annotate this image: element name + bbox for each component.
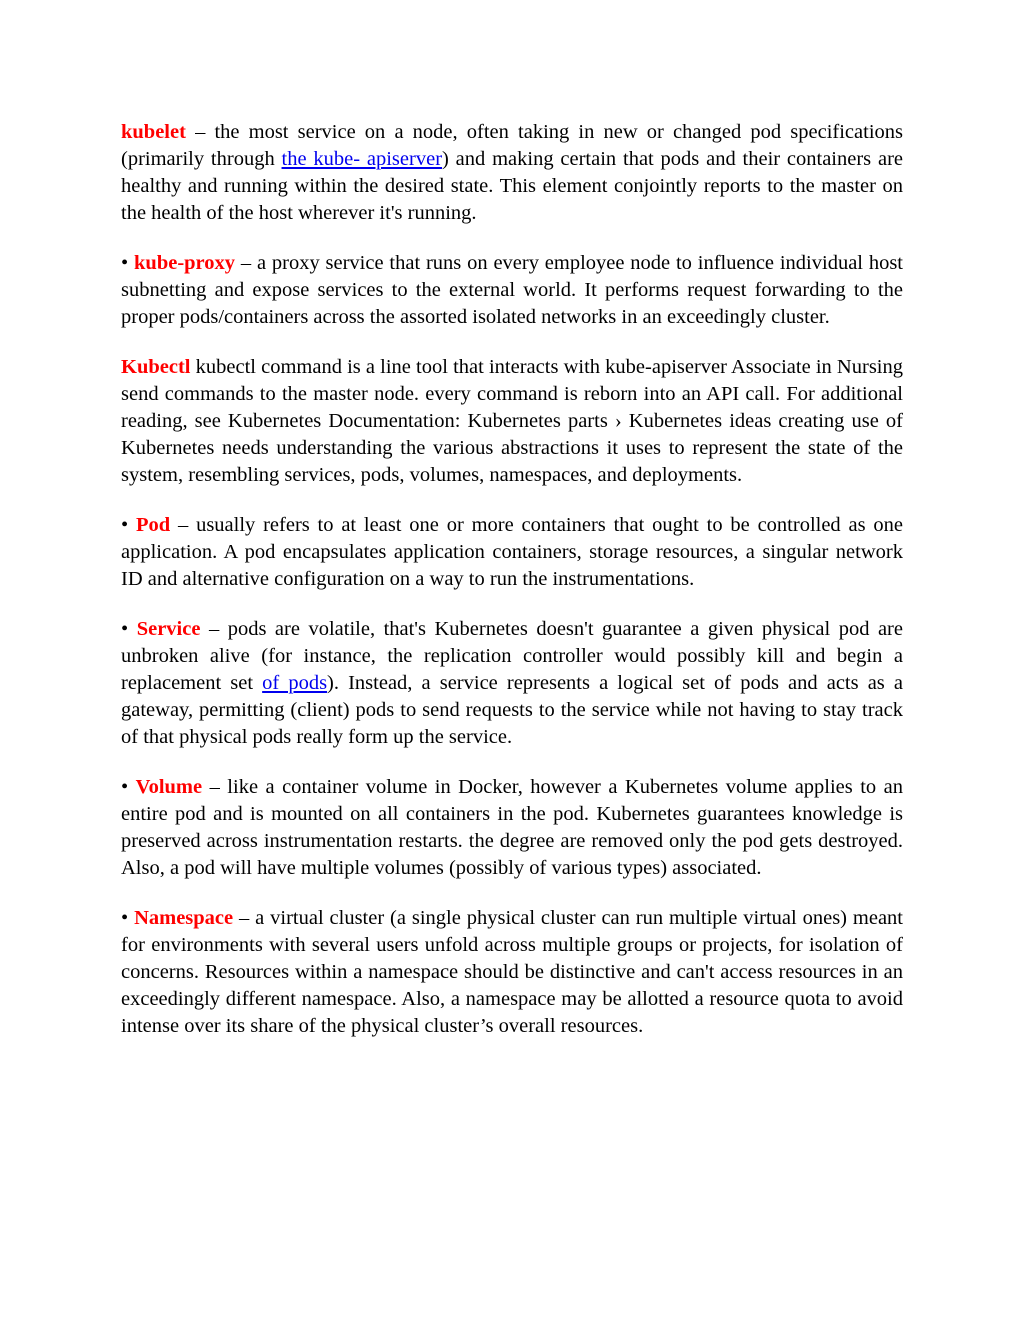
kubelet-text-before-link: – the most service on a node, often taking in new or changed pod specifications (primarily through xyxy=(121,121,903,170)
paragraph-kubectl xyxy=(121,354,903,489)
term-pod: Pod xyxy=(136,514,171,536)
bullet-service: • xyxy=(121,618,137,640)
paragraph-kube-proxy xyxy=(121,250,903,331)
kube-proxy-text: – a proxy service that runs on every employee node to influence individual host subnetting and expose services to the external world. It performs request forwarding to the proper pods/containers across the assorted isolated networks in an exceedingly cluster. xyxy=(121,252,903,328)
paragraph-pod xyxy=(121,512,903,593)
term-kube-proxy: kube-proxy xyxy=(134,252,236,274)
kubectl-text: kubectl command is a line tool that interacts with kube-apiserver Associate in Nursing send commands to the master node. every command is reborn into an API call. For additional reading, see Kubernetes Documentation: Kubernetes parts › Kubernetes ideas creating use of Kubernetes needs understanding the various abstractions it uses to represent the state of the system, resembling services, pods, volumes, namespaces, and deployments. xyxy=(121,356,903,486)
link-of-pods[interactable]: of pods xyxy=(262,672,328,694)
bullet-kube-proxy: • xyxy=(121,252,135,274)
kubelet-text-after-link: ) and making certain that pods and their containers are healthy and running within the desired state. This element conjointly reports to the master on the health of the host wherever it's running. xyxy=(121,148,903,224)
paragraph-namespace xyxy=(121,905,903,1040)
service-text-before-link: – pods are volatile, that's Kubernetes doesn't guarantee a given physical pod are unbroken alive (for instance, the replication controller would possibly kill and begin a replacement set xyxy=(121,618,903,694)
link-kube-apiserver[interactable]: the kube- apiserver xyxy=(281,148,443,170)
term-service: Service xyxy=(136,618,201,640)
document-page xyxy=(121,119,903,1063)
term-namespace: Namespace xyxy=(134,907,234,929)
term-kubectl: Kubectl xyxy=(121,356,191,378)
bullet-namespace: • xyxy=(121,907,135,929)
paragraph-volume xyxy=(121,774,903,882)
bullet-pod: • xyxy=(121,514,136,536)
paragraph-service xyxy=(121,616,903,751)
paragraph-kubelet xyxy=(121,119,903,227)
term-volume: Volume xyxy=(135,776,203,798)
service-text-after-link: ). Instead, a service represents a logical set of pods and acts as a gateway, permitting (client) pods to send requests to the service while not having to stay track of that physical pods really form up the service. xyxy=(121,672,903,748)
term-kubelet: kubelet xyxy=(121,121,186,143)
volume-text: – like a container volume in Docker, however a Kubernetes volume applies to an entire pod and is mounted on all containers in the pod. Kubernetes guarantees knowledge is preserved across instrumentation restarts. the degree are removed only the pod gets destroyed. Also, a pod will have multiple volumes (possibly of various types) associated. xyxy=(121,776,903,879)
pod-text: – usually refers to at least one or more containers that ought to be controlled as one application. A pod encapsulates application containers, storage resources, a singular network ID and alternative configuration on a way to run the instrumentations. xyxy=(121,514,903,590)
bullet-volume: • xyxy=(121,776,136,798)
namespace-text: – a virtual cluster (a single physical cluster can run multiple virtual ones) meant for environments with several users unfold across multiple groups or projects, for isolation of concerns. Resources within a namespace should be distinctive and can't access resources in an exceedingly different namespace. Also, a namespace may be allotted a resource quota to avoid intense over its share of the physical cluster’s overall resources. xyxy=(121,907,903,1037)
